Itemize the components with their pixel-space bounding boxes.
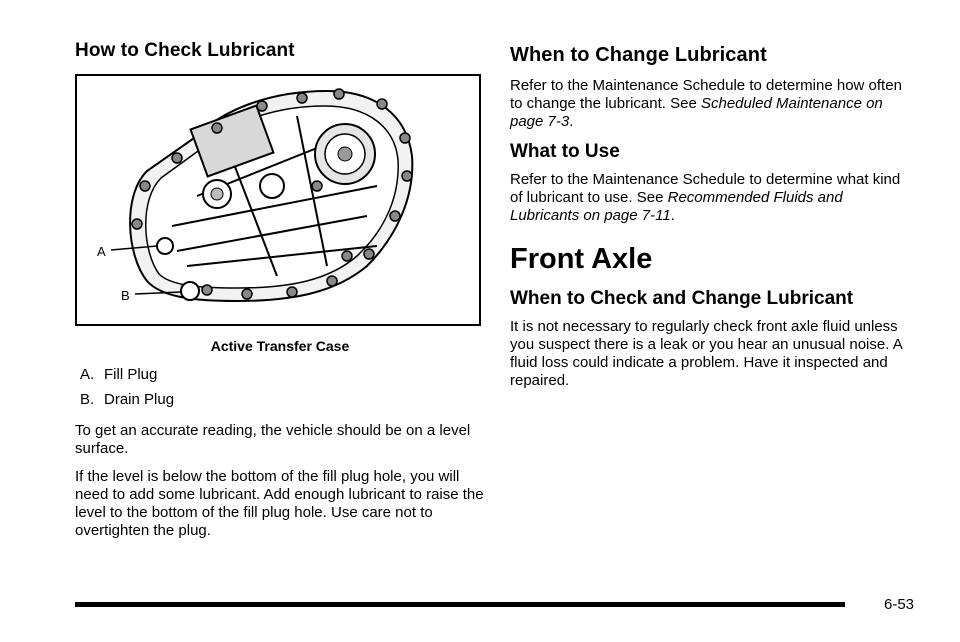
paragraph-front-axle-fluid: It is not necessary to regularly check front axle fluid unless you suspect there is a leak or you hear an unusual noise. A fluid loss could indicate a problem. Have it inspected and repaired. [510, 318, 902, 389]
chapter-heading-front-axle: Front Axle [510, 243, 653, 275]
paragraph-text: Refer to the Maintenance Schedule to determine what kind of lubricant to use. See [510, 171, 901, 206]
legend-letter: B. [80, 391, 95, 408]
page-number: 6-53 [884, 596, 915, 613]
legend-item-drain-plug [80, 391, 485, 408]
legend-letter: A. [80, 366, 95, 383]
legend-text: Fill Plug [104, 366, 158, 383]
right-column [510, 40, 910, 400]
section-heading-change-lubricant: When to Change Lubricant [510, 44, 767, 66]
left-column [75, 40, 485, 550]
callout-a-label: A [97, 244, 106, 259]
legend-item-fill-plug [80, 366, 485, 383]
reference-scheduled-maintenance[interactable]: Scheduled Maintenance on page 7-3 [510, 95, 883, 130]
transfer-case-illustration [77, 76, 479, 324]
reference-recommended-fluids[interactable]: Recommended Fluids and Lubricants on page 7-11 [510, 189, 843, 224]
callout-b-label: B [121, 288, 130, 303]
legend-text: Drain Plug [104, 391, 175, 408]
footer-rule [75, 602, 845, 607]
paragraph-lubricant-kind [510, 171, 910, 225]
paragraph-text: Refer to the Maintenance Schedule to determine how often to change the lubricant. See [510, 77, 902, 112]
paragraph-change-schedule [510, 77, 910, 131]
section-heading-check-change: When to Check and Change Lubricant [510, 288, 854, 309]
paragraph-end: . [670, 207, 675, 224]
paragraph-level-surface: To get an accurate reading, the vehicle should be on a level surface. [75, 422, 471, 457]
figure-caption: Active Transfer Case [210, 338, 350, 354]
paragraph-add-lubricant: If the level is below the bottom of the fill plug hole, you will need to add some lubricant. Add enough lubricant to raise the level to the bottom of the fill plug hole. Use care not to overtighten the plug. [75, 468, 484, 539]
section-heading-what-to-use: What to Use [510, 141, 620, 162]
transfer-case-figure [75, 74, 481, 326]
paragraph-end: . [569, 113, 574, 130]
section-heading-check-lubricant: How to Check Lubricant [75, 40, 295, 61]
